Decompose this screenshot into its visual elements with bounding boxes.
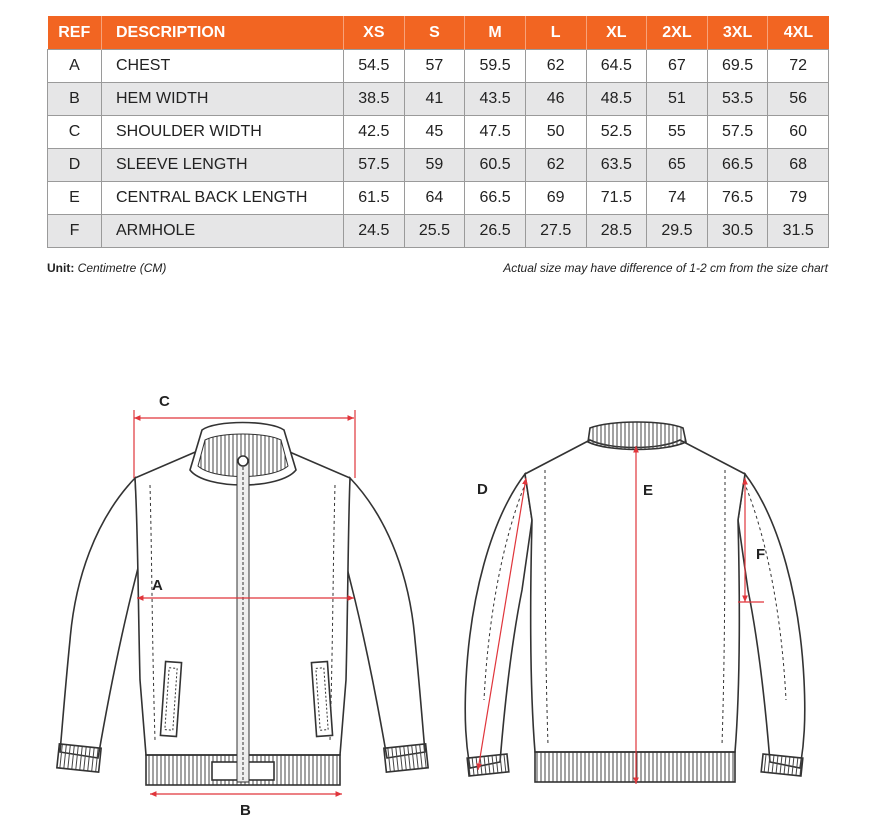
header-description: DESCRIPTION [102,16,344,50]
cell-measurement: 62 [525,50,586,83]
cell-measurement: 54.5 [344,50,405,83]
header-ref: REF [48,16,102,50]
table-row [48,116,829,149]
jacket-diagram [0,380,876,833]
cell-measurement: 59 [404,149,465,182]
cell-measurement: 71.5 [586,182,647,215]
cell-measurement: 66.5 [465,182,526,215]
cell-measurement: 26.5 [465,215,526,248]
cell-measurement: 57 [404,50,465,83]
cell-ref: E [48,182,102,215]
table-body [48,50,829,248]
cell-measurement: 31.5 [768,215,829,248]
cell-measurement: 60.5 [465,149,526,182]
cell-measurement: 64.5 [586,50,647,83]
cell-measurement: 72 [768,50,829,83]
measure-label-c: C [159,393,170,410]
cell-description: SLEEVE LENGTH [102,149,344,182]
cell-measurement: 24.5 [344,215,405,248]
table-row [48,50,829,83]
cell-measurement: 52.5 [586,116,647,149]
cell-description: CENTRAL BACK LENGTH [102,182,344,215]
table-row [48,182,829,215]
cell-measurement: 57.5 [707,116,768,149]
cell-ref: F [48,215,102,248]
cell-description: CHEST [102,50,344,83]
cell-measurement: 61.5 [344,182,405,215]
cell-measurement: 53.5 [707,83,768,116]
measure-label-e: E [643,482,654,499]
header-size: XL [586,16,647,50]
cell-measurement: 27.5 [525,215,586,248]
cell-measurement: 66.5 [707,149,768,182]
cell-measurement: 47.5 [465,116,526,149]
cell-measurement: 65 [647,149,708,182]
cell-measurement: 43.5 [465,83,526,116]
cell-description: ARMHOLE [102,215,344,248]
measure-label-b: B [240,802,251,819]
disclaimer-note: Actual size may have difference of 1-2 cm from the size chart [503,261,828,275]
cell-measurement: 45 [404,116,465,149]
header-size: 3XL [707,16,768,50]
cell-ref: A [48,50,102,83]
table-row [48,215,829,248]
cell-measurement: 56 [768,83,829,116]
cell-measurement: 46 [525,83,586,116]
cell-measurement: 63.5 [586,149,647,182]
table-row [48,83,829,116]
unit-label: Unit: [47,261,75,275]
cell-measurement: 30.5 [707,215,768,248]
cell-description: SHOULDER WIDTH [102,116,344,149]
cell-measurement: 60 [768,116,829,149]
cell-measurement: 69 [525,182,586,215]
cell-measurement: 28.5 [586,215,647,248]
unit-note [47,261,166,275]
cell-ref: D [48,149,102,182]
measure-label-d: D [477,481,488,498]
cell-measurement: 69.5 [707,50,768,83]
cell-measurement: 55 [647,116,708,149]
cell-measurement: 48.5 [586,83,647,116]
cell-measurement: 57.5 [344,149,405,182]
table-row [48,149,829,182]
cell-measurement: 59.5 [465,50,526,83]
cell-measurement: 67 [647,50,708,83]
header-size: 2XL [647,16,708,50]
cell-measurement: 38.5 [344,83,405,116]
measure-label-a: A [152,577,163,594]
cell-measurement: 62 [525,149,586,182]
unit-value: Centimetre (CM) [77,261,167,275]
cell-ref: C [48,116,102,149]
cell-measurement: 79 [768,182,829,215]
cell-measurement: 64 [404,182,465,215]
cell-measurement: 74 [647,182,708,215]
header-size: M [465,16,526,50]
front-jacket-illustration [57,423,428,786]
header-size: 4XL [768,16,829,50]
cell-description: HEM WIDTH [102,83,344,116]
cell-measurement: 41 [404,83,465,116]
cell-ref: B [48,83,102,116]
cell-measurement: 29.5 [647,215,708,248]
cell-measurement: 76.5 [707,182,768,215]
table-header-row [48,16,829,50]
cell-measurement: 50 [525,116,586,149]
cell-measurement: 25.5 [404,215,465,248]
header-size: S [404,16,465,50]
cell-measurement: 68 [768,149,829,182]
cell-measurement: 51 [647,83,708,116]
header-size: L [525,16,586,50]
header-size: XS [344,16,405,50]
measure-label-f: F [756,546,766,563]
size-chart-table [47,16,829,248]
cell-measurement: 42.5 [344,116,405,149]
